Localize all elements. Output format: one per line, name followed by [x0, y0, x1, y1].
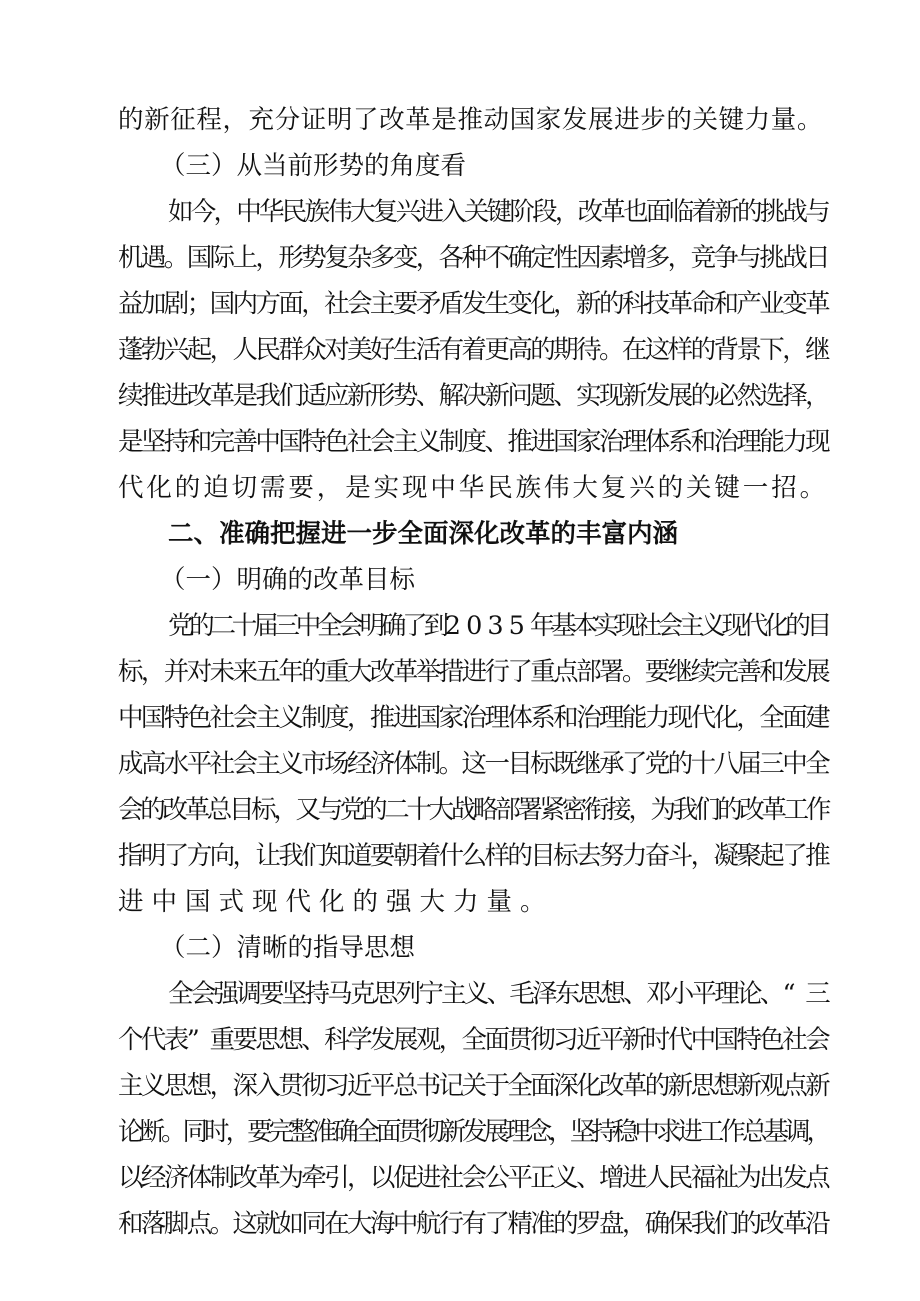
section-subheading: （二）清晰的指导思想	[160, 933, 416, 963]
paragraph-line: 成 高 水 平 社 会 主 义 市 场 经 济 体 制 。 这 一 目 标 既 继 承 了 党 的 十 八 届 三 中 全	[118, 749, 831, 779]
section-subheading: （三）从当前形势的角度看	[160, 151, 467, 181]
paragraph-line: 机 遇 。 国 际 上 ， 形 势 复 杂 多 变 ， 各 种 不 确 定 性 因 素 增 多 ， 竞 争 与 挑 战 日	[118, 243, 831, 273]
paragraph-line: 如 今 ， 中 华 民 族 伟 大 复 兴 进 入 关 键 阶 段 ， 改 革 也 面 临 着 新 的 挑 战 与	[168, 197, 831, 227]
paragraph-line: 益 加 剧 ； 国 内 方 面 ， 社 会 主 要 矛 盾 发 生 变 化 ， 新 的 科 技 革 命 和 产 业 变 革	[118, 289, 831, 319]
paragraph-line: 主 义 思 想 ， 深 入 贯 彻 习 近 平 总 书 记 关 于 全 面 深 化 改 革 的 新 思 想 新 观 点 新	[118, 1071, 831, 1101]
paragraph-line: 会 的 改 革 总 目 标 ， 又 与 党 的 二 十 大 战 略 部 署 紧 密 衔 接 ， 为 我 们 的 改 革 工 作	[118, 795, 832, 825]
paragraph-line: 个 代 表 ” 重 要 思 想 、 科 学 发 展 观 ， 全 面 贯 彻 习 近 平 新 时 代 中 国 特 色 社 会	[118, 1025, 831, 1055]
paragraph-line: 标 ， 并 对 未 来 五 年 的 重 大 改 革 举 措 进 行 了 重 点 部 署 。 要 继 续 完 善 和 发 展	[118, 657, 831, 687]
paragraph-line: 以 经 济 体 制 改 革 为 牵 引 ， 以 促 进 社 会 公 平 正 义 、 增 进 人 民 福 祉 为 出 发 点	[118, 1163, 831, 1193]
paragraph-line: 和 落 脚 点 。 这 就 如 同 在 大 海 中 航 行 有 了 精 准 的 罗 盘 ， 确 保 我 们 的 改 革 沿	[118, 1209, 831, 1239]
paragraph-line: 是 坚 持 和 完 善 中 国 特 色 社 会 主 义 制 度 、 推 进 国 家 治 理 体 系 和 治 理 能 力 现	[118, 427, 831, 457]
paragraph-line: 指 明 了 方 向 ， 让 我 们 知 道 要 朝 着 什 么 样 的 目 标 去 努 力 奋 斗 ， 凝 聚 起 了 推	[118, 841, 831, 871]
paragraph-line: 蓬 勃 兴 起 ， 人 民 群 众 对 美 好 生 活 有 着 更 高 的 期 待 。 在 这 样 的 背 景 下 ， 继	[118, 335, 831, 365]
paragraph-line: 代 化 的 迫 切 需 要 ， 是 实 现 中 华 民 族 伟 大 复 兴 的 关 键 一 招 。	[118, 473, 826, 503]
section-subheading: （一）明确的改革目标	[160, 565, 416, 595]
paragraph-line: 的 新 征 程 ， 充 分 证 明 了 改 革 是 推 动 国 家 发 展 进 步 的 关 键 力 量 。	[118, 105, 823, 135]
paragraph-line: 中 国 特 色 社 会 主 义 制 度 ， 推 进 国 家 治 理 体 系 和 治 理 能 力 现 代 化 ， 全 面 建	[118, 703, 831, 733]
paragraph-line: 论 断 。 同 时 ， 要 完 整 准 确 全 面 贯 彻 新 发 展 理 念 ， 坚 持 稳 中 求 进 工 作 总 基 调 ，	[118, 1117, 832, 1147]
paragraph-line: 续 推 进 改 革 是 我 们 适 应 新 形 势 、 解 决 新 问 题 、 实 现 新 发 展 的 必 然 选 择 ，	[118, 381, 831, 411]
paragraph-line: 全 会 强 调 要 坚 持 马 克 思 列 宁 主 义 、 毛 泽 东 思 想 、 邓 小 平 理 论 、 “ 三	[168, 979, 831, 1009]
section-heading: 二、准确把握进一步全面深化改革的丰富内涵	[168, 519, 679, 549]
paragraph-line: 党 的 二 十 届 三 中 全 会 明 确 了 到 2 0 3 5 年 基 本 实 现 社 会 主 义 现 代 化 的 目	[168, 611, 833, 641]
paragraph-line: 进 中 国 式 现 代 化 的 强 大 力 量 。	[118, 887, 546, 917]
